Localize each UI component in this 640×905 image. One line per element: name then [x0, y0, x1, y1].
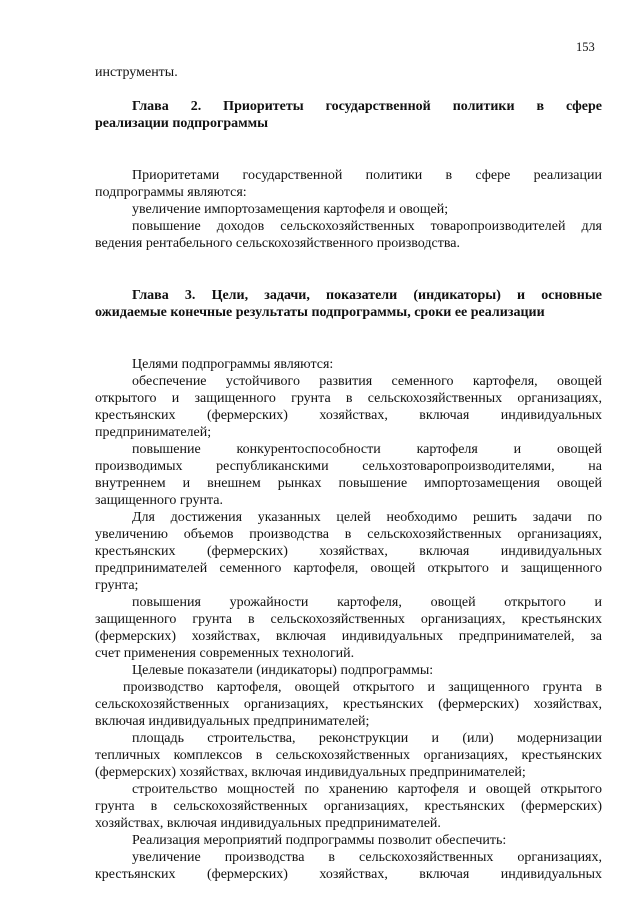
paragraph-line: Приоритетами государственной политики в сфере реализации	[132, 168, 602, 183]
paragraph-line: Целевые показатели (индикаторы) подпрограммы:	[132, 663, 434, 678]
paragraph-line: защищенного грунта в сельскохозяйственных организациях, крестьянских	[95, 612, 602, 627]
paragraph-line: предпринимателей;	[95, 425, 212, 440]
text-line: инструменты.	[95, 65, 178, 80]
paragraph-line: площадь строительства, реконструкции и (или) модернизации	[132, 731, 602, 746]
paragraph-line: крестьянских (фермерских) хозяйствах, включая индивидуальных	[95, 867, 602, 882]
paragraph-line: повышения урожайности картофеля, овощей открытого и	[132, 595, 602, 610]
paragraph-line: производство картофеля, овощей открытого и защищенного грунта в	[123, 680, 602, 695]
paragraph-line: повышение доходов сельскохозяйственных товаропроизводителей для	[132, 219, 602, 234]
paragraph-line: увеличению объемов производства в сельскохозяйственных организациях,	[95, 527, 602, 542]
paragraph-line: хозяйствах, включая индивидуальных предпринимателей.	[95, 816, 441, 831]
paragraph-line: счет применения современных технологий.	[95, 646, 355, 661]
paragraph-line: защищенного грунта.	[95, 493, 223, 508]
paragraph-line: повышение конкурентоспособности картофеля и овощей	[132, 442, 602, 457]
paragraph-line: производимых республиканскими сельхозтоваропроизводителями, на	[95, 459, 602, 474]
paragraph-line: обеспечение устойчивого развития семенного картофеля, овощей	[132, 374, 602, 389]
paragraph-line: крестьянских (фермерских) хозяйствах, включая индивидуальных	[95, 544, 602, 559]
chapter-3-heading-cont: ожидаемые конечные результаты подпрограммы, сроки ее реализации	[95, 305, 545, 320]
paragraph-line: открытого и защищенного грунта в сельскохозяйственных организациях,	[95, 391, 602, 406]
page-number: 153	[576, 40, 595, 54]
paragraph-line: увеличение производства в сельскохозяйственных организациях,	[132, 850, 602, 865]
paragraph-line: подпрограммы являются:	[95, 185, 247, 200]
chapter-3-heading: Глава 3. Цели, задачи, показатели (индикаторы) и основные	[132, 288, 602, 303]
paragraph-line: (фермерских) хозяйствах, включая индивидуальных предпринимателей, за	[95, 629, 602, 644]
page-body	[95, 64, 602, 883]
paragraph-line: Целями подпрограммы являются:	[132, 357, 334, 372]
paragraph-line: предпринимателей семенного картофеля, овощей открытого и защищенного	[95, 561, 602, 576]
paragraph-line: (фермерских) хозяйствах, включая индивидуальных предпринимателей;	[95, 765, 526, 780]
paragraph-line: крестьянских (фермерских) хозяйствах, включая индивидуальных	[95, 408, 602, 423]
paragraph-line: сельскохозяйственных организациях, крестьянских (фермерских) хозяйствах,	[95, 697, 602, 712]
paragraph-line: ведения рентабельного сельскохозяйственного производства.	[95, 236, 460, 251]
paragraph-line: Реализация мероприятий подпрограммы позволит обеспечить:	[132, 833, 507, 848]
chapter-2-heading: Глава 2. Приоритеты государственной политики в сфере	[132, 99, 602, 114]
paragraph-line: грунта в сельскохозяйственных организациях, крестьянских (фермерских)	[95, 799, 602, 814]
paragraph-line: включая индивидуальных предпринимателей;	[95, 714, 370, 729]
paragraph-line: увеличение импортозамещения картофеля и овощей;	[132, 202, 449, 217]
paragraph-line: внутреннем и внешнем рынках повышение импортозамещения овощей	[95, 476, 602, 491]
paragraph-line: Для достижения указанных целей необходимо решить задачи по	[132, 510, 602, 525]
paragraph-line: грунта;	[95, 578, 139, 593]
paragraph-line: строительство мощностей по хранению картофеля и овощей открытого	[132, 782, 602, 797]
chapter-2-heading-cont: реализации подпрограммы	[95, 116, 269, 131]
paragraph-line: тепличных комплексов в сельскохозяйственных организациях, крестьянских	[95, 748, 602, 763]
